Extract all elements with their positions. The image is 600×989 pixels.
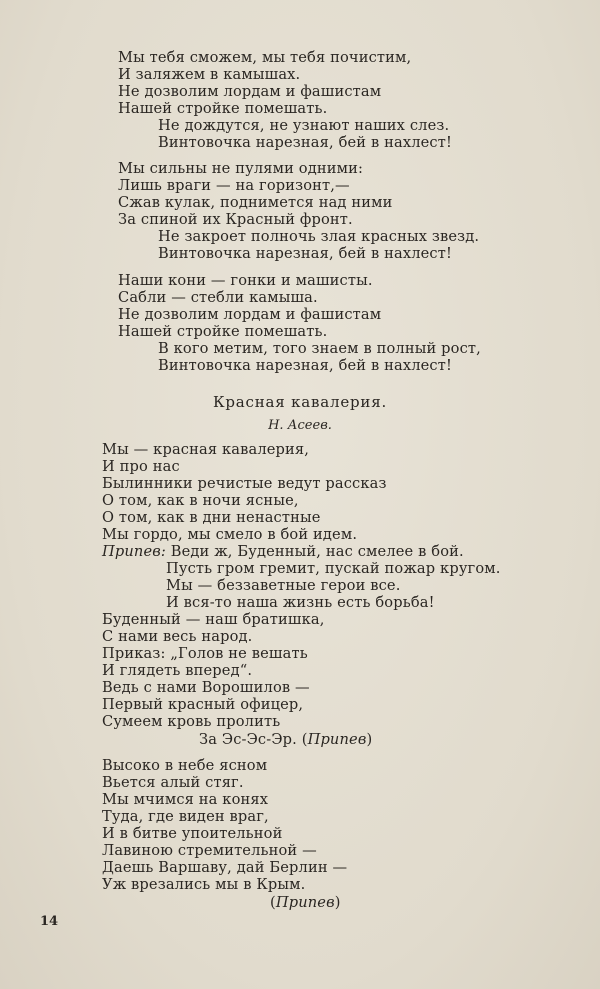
text-line: Мы тебя сможем, мы тебя почистим, <box>118 49 412 66</box>
text-line: Пусть гром гремит, пускай пожар кругом. <box>166 560 501 577</box>
text-line: Ведь с нами Ворошилов — <box>102 679 310 696</box>
text-line: О том, как в дни ненастные <box>102 509 321 526</box>
refrain-first-text: Веди ж, Буденный, нас смелее в бой. <box>165 543 464 560</box>
verse2-ending-line <box>199 731 372 748</box>
text-line: Не дождутся, не узнают наших слез. <box>158 117 450 134</box>
refrain-first-line <box>102 543 464 560</box>
verse3-ending-line <box>270 894 341 911</box>
text-line: Винтовочка нарезная, бей в нахлест! <box>158 245 452 262</box>
text-line: Не закроет полночь злая красных звезд. <box>158 228 480 245</box>
text-line: Лавиною стремительной — <box>102 842 317 859</box>
text-line: О том, как в ночи ясные, <box>102 492 299 509</box>
text-line: Сумеем кровь пролить <box>102 713 281 730</box>
text-line: Вьется алый стяг. <box>102 774 244 791</box>
text-line: Уж врезались мы в Крым. <box>102 876 306 893</box>
text-line: И в битве упоительной <box>102 825 283 842</box>
text-line: И про нас <box>102 458 180 475</box>
text-line: Не дозволим лордам и фашистам <box>118 306 382 323</box>
text-line: Первый красный офицер, <box>102 696 304 713</box>
verse2-ending-text: За Эс-Эс-Эр. ( <box>199 731 308 748</box>
opening-paren: ( <box>270 894 276 911</box>
text-line: Былинники речистые ведут рассказ <box>102 475 387 492</box>
text-line: Нашей стройке помешать. <box>118 323 328 340</box>
closing-paren: ) <box>366 731 373 748</box>
closing-paren: ) <box>334 894 341 911</box>
text-line: Сабли — стебли камыша. <box>118 289 318 306</box>
text-line: И вся-то наша жизнь есть борьба! <box>166 594 435 611</box>
text-line: Высоко в небе ясном <box>102 757 268 774</box>
refrain-reference: Припев <box>307 731 367 748</box>
text-line: Мы мчимся на конях <box>102 791 269 808</box>
text-line: Винтовочка нарезная, бей в нахлест! <box>158 357 452 374</box>
refrain-reference: Припев <box>275 894 335 911</box>
text-line: Лишь враги — на горизонт,— <box>118 177 350 194</box>
text-line: Наши кони — гонки и машисты. <box>118 272 373 289</box>
text-line: Мы — красная кавалерия, <box>102 441 310 458</box>
text-line: Сжав кулак, поднимется над ними <box>118 194 393 211</box>
text-line: Мы гордо, мы смело в бой идем. <box>102 526 358 543</box>
text-line: Приказ: „Голов не вешать <box>102 645 308 662</box>
song-title: Красная кавалерия. <box>212 393 388 411</box>
text-line: Мы сильны не пулями одними: <box>118 160 364 177</box>
text-line: И заляжем в камышах. <box>118 66 301 83</box>
text-line: Не дозволим лордам и фашистам <box>118 83 382 100</box>
page-number: 14 <box>40 914 59 929</box>
text-line: Нашей стройке помешать. <box>118 100 328 117</box>
song-author: Н. Асеев. <box>268 418 332 433</box>
text-line: Винтовочка нарезная, бей в нахлест! <box>158 134 452 151</box>
text-line: В кого метим, того знаем в полный рост, <box>158 340 481 357</box>
text-line: Буденный — наш братишка, <box>102 611 325 628</box>
text-line: Мы — беззаветные герои все. <box>166 577 401 594</box>
text-line: За спиной их Красный фронт. <box>118 211 353 228</box>
text-line: С нами весь народ. <box>102 628 253 645</box>
refrain-label: Припев: <box>102 543 166 560</box>
text-line: Туда, где виден враг, <box>102 808 269 825</box>
text-line: Даешь Варшаву, дай Берлин — <box>102 859 348 876</box>
text-line: И глядеть вперед“. <box>102 662 253 679</box>
